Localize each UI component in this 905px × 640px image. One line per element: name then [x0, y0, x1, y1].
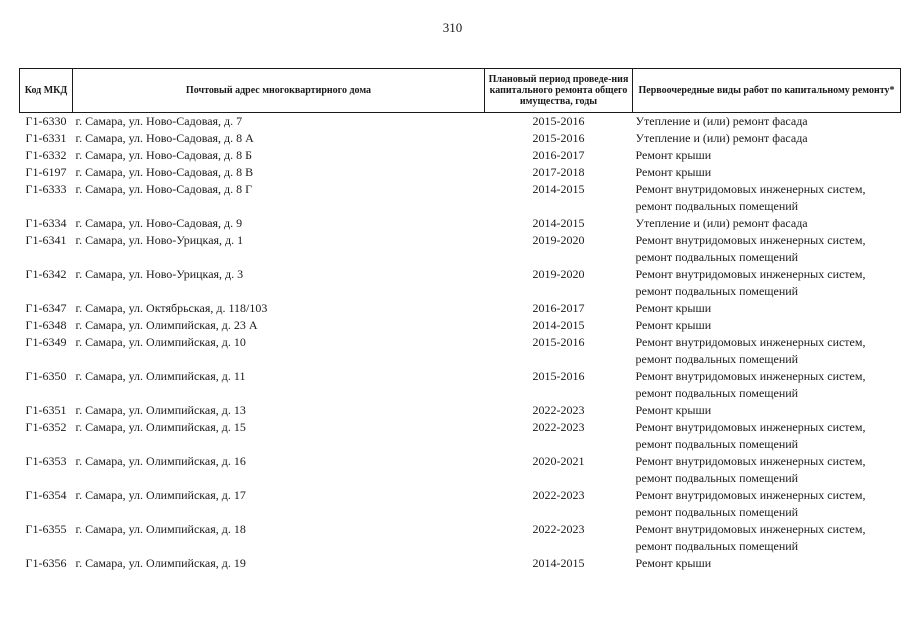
cell-period: 2016-2017: [532, 148, 585, 162]
cell-code: Г1-6332: [25, 148, 67, 162]
cell-address: г. Самара, ул. Олимпийская, д. 15: [75, 420, 246, 434]
cell-works: [633, 181, 901, 215]
cell-period: 2017-2018: [532, 165, 585, 179]
cell-works: [633, 487, 901, 521]
work-item: ремонт подвальных помещений: [635, 284, 799, 298]
table-header: [20, 69, 901, 113]
table-row: [20, 300, 901, 317]
cell-code: Г1-6351: [25, 403, 67, 417]
cell-works: [633, 317, 901, 334]
table-row: [20, 419, 901, 453]
cell-works: [633, 555, 901, 572]
work-item: ремонт подвальных помещений: [635, 471, 799, 485]
work-item: Ремонт крыши: [635, 318, 712, 332]
table-row: [20, 402, 901, 419]
cell-code: Г1-6354: [25, 488, 67, 502]
table-row: [20, 147, 901, 164]
work-item: Ремонт внутридомовых инженерных систем,: [635, 488, 866, 502]
cell-period: 2015-2016: [532, 114, 585, 128]
cell-code: Г1-6347: [25, 301, 67, 315]
work-item: Ремонт внутридомовых инженерных систем,: [635, 522, 866, 536]
cell-works: [633, 147, 901, 164]
capital-repair-table: [19, 68, 901, 572]
cell-period: 2015-2016: [532, 335, 585, 349]
page-number: 310: [442, 20, 463, 35]
cell-works: [633, 368, 901, 402]
table-row: [20, 334, 901, 368]
table-row: [20, 164, 901, 181]
cell-address: г. Самара, ул. Олимпийская, д. 10: [75, 335, 246, 349]
work-item: Ремонт внутридомовых инженерных систем,: [635, 267, 866, 281]
work-item: ремонт подвальных помещений: [635, 386, 799, 400]
cell-works: [633, 113, 901, 131]
work-item: Ремонт крыши: [635, 403, 712, 417]
table-row: [20, 555, 901, 572]
cell-works: [633, 130, 901, 147]
cell-address: г. Самара, ул. Ново-Урицкая, д. 1: [75, 233, 244, 247]
cell-code: Г1-6353: [25, 454, 67, 468]
cell-address: г. Самара, ул. Ново-Садовая, д. 7: [75, 114, 243, 128]
cell-code: Г1-6350: [25, 369, 67, 383]
cell-period: 2022-2023: [532, 488, 585, 502]
table-row: [20, 521, 901, 555]
header-address: Почтовый адрес многоквартирного дома: [73, 69, 485, 113]
cell-address: г. Самара, ул. Олимпийская, д. 16: [75, 454, 246, 468]
cell-address: г. Самара, ул. Олимпийская, д. 11: [75, 369, 246, 383]
cell-code: Г1-6341: [25, 233, 67, 247]
header-works: Первоочередные виды работ по капитальному ремонту*: [633, 69, 901, 113]
table-row: [20, 113, 901, 131]
cell-address: г. Самара, ул. Олимпийская, д. 18: [75, 522, 246, 536]
work-item: Утепление и (или) ремонт фасада: [635, 131, 808, 145]
work-item: Ремонт внутридомовых инженерных систем,: [635, 454, 866, 468]
cell-period: 2019-2020: [532, 267, 585, 281]
cell-address: г. Самара, ул. Ново-Садовая, д. 8 Г: [75, 182, 253, 196]
cell-works: [633, 453, 901, 487]
cell-address: г. Самара, ул. Олимпийская, д. 13: [75, 403, 246, 417]
work-item: Ремонт внутридомовых инженерных систем,: [635, 182, 866, 196]
work-item: ремонт подвальных помещений: [635, 505, 799, 519]
table-row: [20, 215, 901, 232]
cell-address: г. Самара, ул. Олимпийская, д. 19: [75, 556, 246, 570]
table-row: [20, 487, 901, 521]
cell-works: [633, 266, 901, 300]
header-code: Код МКД: [20, 69, 73, 113]
table-body: [20, 113, 901, 573]
cell-period: 2014-2015: [532, 318, 585, 332]
table-row: [20, 130, 901, 147]
cell-code: Г1-6342: [25, 267, 67, 281]
cell-code: Г1-6333: [25, 182, 67, 196]
header-row: [20, 69, 901, 113]
work-item: ремонт подвальных помещений: [635, 199, 799, 213]
cell-period: 2015-2016: [532, 131, 585, 145]
cell-period: 2022-2023: [532, 403, 585, 417]
work-item: Ремонт крыши: [635, 301, 712, 315]
table-row: [20, 266, 901, 300]
cell-address: г. Самара, ул. Октябрьская, д. 118/103: [75, 301, 268, 315]
table-row: [20, 317, 901, 334]
cell-address: г. Самара, ул. Ново-Садовая, д. 8 В: [75, 165, 254, 179]
cell-period: 2022-2023: [532, 522, 585, 536]
cell-period: 2020-2021: [532, 454, 585, 468]
cell-address: г. Самара, ул. Олимпийская, д. 23 А: [75, 318, 258, 332]
cell-works: [633, 402, 901, 419]
cell-works: [633, 300, 901, 317]
cell-works: [633, 232, 901, 266]
cell-code: Г1-6197: [25, 165, 67, 179]
work-item: Ремонт крыши: [635, 148, 712, 162]
cell-address: г. Самара, ул. Ново-Садовая, д. 8 А: [75, 131, 254, 145]
work-item: Ремонт внутридомовых инженерных систем,: [635, 335, 866, 349]
cell-code: Г1-6331: [25, 131, 67, 145]
work-item: ремонт подвальных помещений: [635, 352, 799, 366]
cell-address: г. Самара, ул. Ново-Урицкая, д. 3: [75, 267, 244, 281]
work-item: Утепление и (или) ремонт фасада: [635, 216, 808, 230]
table-row: [20, 453, 901, 487]
cell-period: 2019-2020: [532, 233, 585, 247]
cell-code: Г1-6348: [25, 318, 67, 332]
cell-works: [633, 334, 901, 368]
work-item: Утепление и (или) ремонт фасада: [635, 114, 808, 128]
cell-period: 2016-2017: [532, 301, 585, 315]
cell-code: Г1-6334: [25, 216, 67, 230]
header-period: Плановый период проведе-ния капитального ремонта общего имущества, годы: [485, 69, 633, 113]
cell-works: [633, 215, 901, 232]
cell-address: г. Самара, ул. Ново-Садовая, д. 8 Б: [75, 148, 253, 162]
cell-period: 2022-2023: [532, 420, 585, 434]
work-item: Ремонт крыши: [635, 556, 712, 570]
cell-code: Г1-6349: [25, 335, 67, 349]
cell-period: 2014-2015: [532, 182, 585, 196]
cell-works: [633, 419, 901, 453]
work-item: Ремонт внутридомовых инженерных систем,: [635, 233, 866, 247]
cell-address: г. Самара, ул. Олимпийская, д. 17: [75, 488, 246, 502]
work-item: ремонт подвальных помещений: [635, 437, 799, 451]
work-item: ремонт подвальных помещений: [635, 250, 799, 264]
cell-period: 2015-2016: [532, 369, 585, 383]
cell-works: [633, 164, 901, 181]
work-item: Ремонт внутридомовых инженерных систем,: [635, 420, 866, 434]
table-row: [20, 232, 901, 266]
table-row: [20, 181, 901, 215]
table-row: [20, 368, 901, 402]
cell-code: Г1-6356: [25, 556, 67, 570]
cell-address: г. Самара, ул. Ново-Садовая, д. 9: [75, 216, 243, 230]
work-item: Ремонт внутридомовых инженерных систем,: [635, 369, 866, 383]
cell-period: 2014-2015: [532, 556, 585, 570]
cell-code: Г1-6330: [25, 114, 67, 128]
cell-period: 2014-2015: [532, 216, 585, 230]
work-item: Ремонт крыши: [635, 165, 712, 179]
cell-code: Г1-6352: [25, 420, 67, 434]
work-item: ремонт подвальных помещений: [635, 539, 799, 553]
cell-works: [633, 521, 901, 555]
cell-code: Г1-6355: [25, 522, 67, 536]
